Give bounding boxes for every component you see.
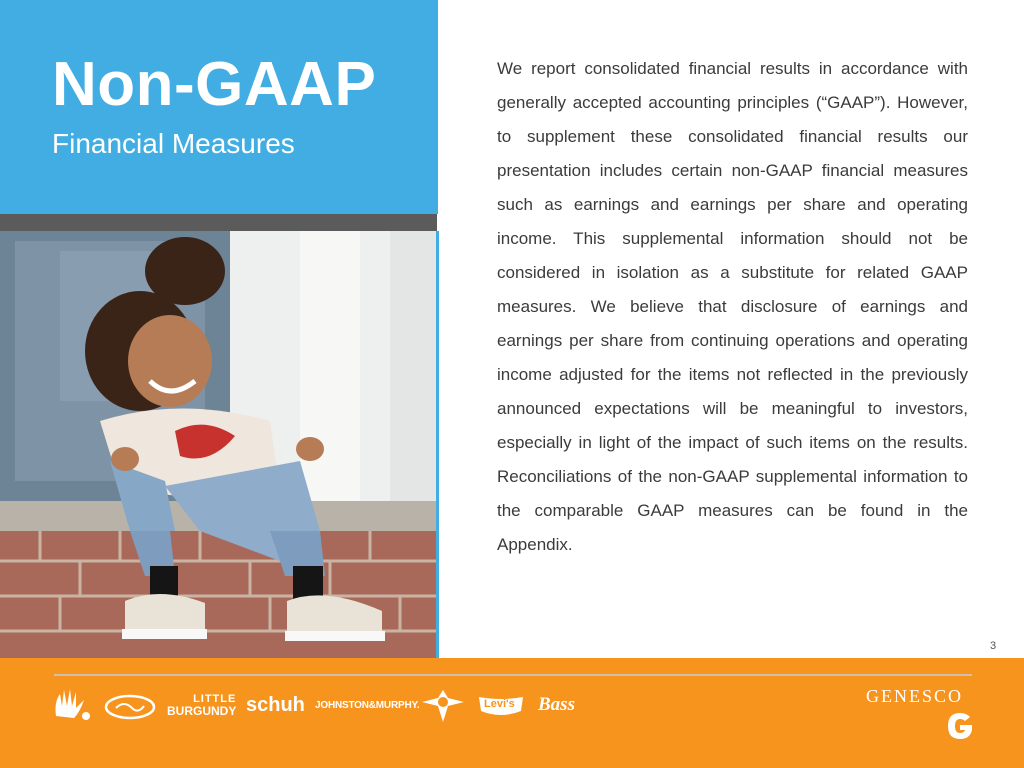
- winged-logo-icon: [420, 686, 466, 726]
- photo-edge-accent: [436, 231, 439, 658]
- genesco-g-icon: [947, 712, 973, 740]
- levis-logo: Levi's: [484, 698, 515, 710]
- little-burgundy-line2: BURGUNDY: [167, 704, 237, 718]
- footer-bar: [0, 658, 1024, 768]
- johnston-murphy-logo: JOHNSTON&MURPHY.: [315, 700, 420, 711]
- little-burgundy-line1: LITTLE: [193, 693, 237, 705]
- page-title: Non-GAAP: [52, 50, 377, 119]
- title-panel: [0, 0, 438, 214]
- page-number: 3: [990, 640, 997, 652]
- divider-bar: [0, 214, 437, 231]
- body-paragraph: We report consolidated financial results in accordance with generally accepted accounting principles (“GAAP”). However, to supplement these consolidated financial results our presentation includes certain non-GAAP financial measures such as earnings and earnings per share and operating income. This supplemental information should not be considered in isolation as a substitute for related GAAP measures. We believe that disclosure of earnings and earnings per share from continuing operations and operating income adjusted for the items not reflected in the previously announced expectations will be meaningful to investors, especially in light of the impact of such items on the results. Reconciliations of the non-GAAP supplemental information to the comparable GAAP measures can be found in the Appendix.: [497, 59, 968, 554]
- footer-divider: [54, 674, 972, 676]
- bass-logo: Bass: [538, 694, 575, 715]
- schuh-logo: schuh: [246, 694, 305, 716]
- page-subtitle: Financial Measures: [52, 128, 295, 159]
- genesco-wordmark: GENESCO: [866, 686, 964, 706]
- hand-logo-icon: [50, 686, 94, 722]
- hero-photo: [0, 231, 436, 658]
- little-burgundy-logo: [167, 694, 236, 718]
- oval-logo-icon: [104, 694, 156, 720]
